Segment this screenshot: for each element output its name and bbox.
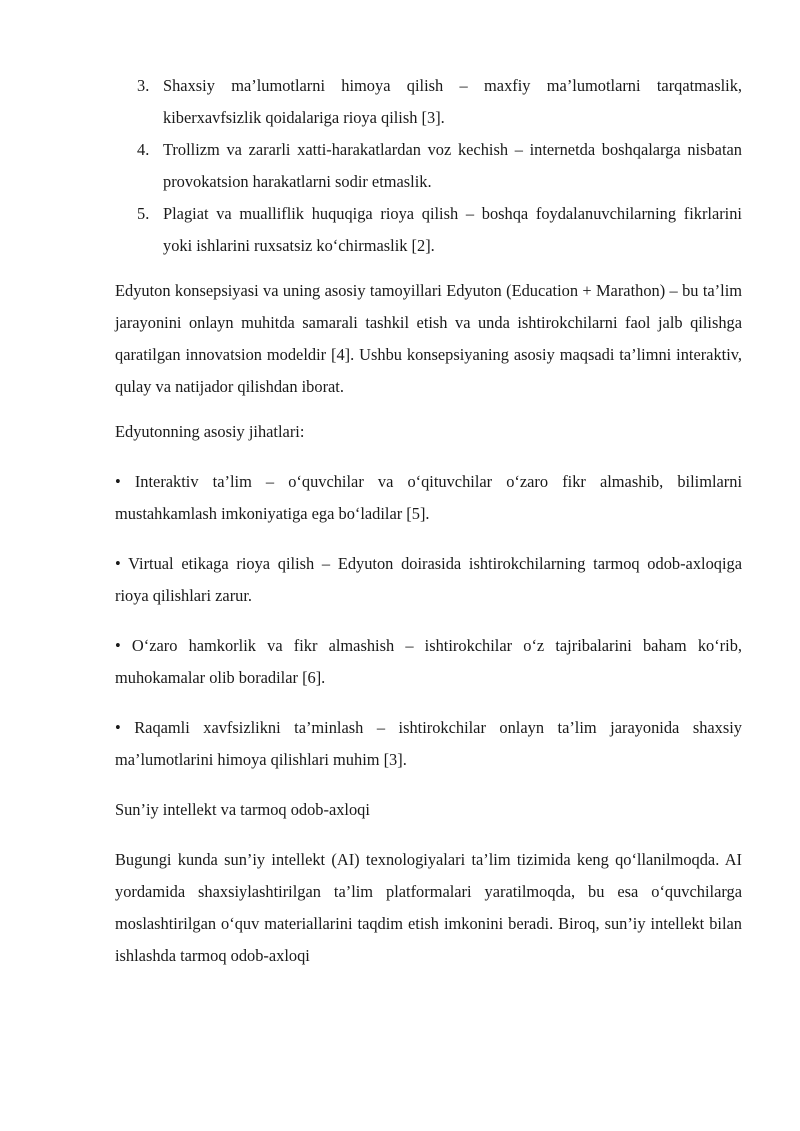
list-number: 4. (137, 140, 150, 159)
ai-paragraph: Bugungi kunda sun’iy intellekt (AI) texnologiyalari ta’lim tizimida keng qo‘llanilmoqda. AI yordamida shaxsiylashtirilgan ta’lim platformalari yaratilmoqda, bu esa o‘quvchilarga moslashtirilgan o‘quv materiallarini taqdim etish imkonini beradi. Biroq, sun’iy intellekt bilan ishlashda tarmoq odob-axloqi (115, 850, 742, 965)
bullet-collaboration: • O‘zaro hamkorlik va fikr almashish – ishtirokchilar o‘z tajribalarini baham ko‘rib, muhokamalar olib boradilar [6]. (115, 636, 742, 687)
list-item (115, 70, 742, 134)
list-number: 5. (137, 204, 150, 223)
list-item (115, 134, 742, 198)
numbered-list (115, 70, 742, 262)
list-number: 3. (137, 76, 150, 95)
ai-section-heading: Sun’iy intellekt va tarmoq odob-axloqi (115, 800, 370, 819)
bullet-interactive-learning: • Interaktiv ta’lim – o‘quvchilar va o‘qituvchilar o‘zaro fikr almashib, bilimlarni mustahkamlash imkoniyatiga ega bo‘ladilar [5]. (115, 472, 742, 523)
list-item-text: Plagiat va mualliflik huquqiga rioya qilish – boshqa foydalanuvchilarning fikrlarini yoki ishlarini ruxsatsiz ko‘chirmaslik [2]. (163, 204, 742, 255)
aspects-heading: Edyutonning asosiy jihatlari: (115, 422, 305, 441)
list-item (115, 198, 742, 262)
list-item-text: Trollizm va zararli xatti-harakatlardan voz kechish – internetda boshqalarga nisbatan provokatsion harakatlarni sodir etmaslik. (163, 140, 742, 191)
concept-paragraph: Edyuton konsepsiyasi va uning asosiy tamoyillari Edyuton (Education + Marathon) – bu ta’lim jarayonini onlayn muhitda samarali tashkil etish va unda ishtirokchilarni faol jalb qilishga qaratilgan innovatsion modeldir [4]. Ushbu konsepsiyaning asosiy maqsadi ta’limni interaktiv, qulay va natijador qilishdan iborat. (115, 281, 742, 396)
list-item-text: Shaxsiy ma’lumotlarni himoya qilish – maxfiy ma’lumotlarni tarqatmaslik, kiberxavfsizlik qoidalariga rioya qilish [3]. (163, 76, 742, 127)
bullet-digital-security: • Raqamli xavfsizlikni ta’minlash – ishtirokchilar onlayn ta’lim jarayonida shaxsiy ma’lumotlarini himoya qilishlari muhim [3]. (115, 718, 742, 769)
bullet-virtual-ethics: • Virtual etikaga rioya qilish – Edyuton doirasida ishtirokchilarning tarmoq odob-axloqiga rioya qilishlari zarur. (115, 554, 742, 605)
document-page (115, 70, 742, 972)
